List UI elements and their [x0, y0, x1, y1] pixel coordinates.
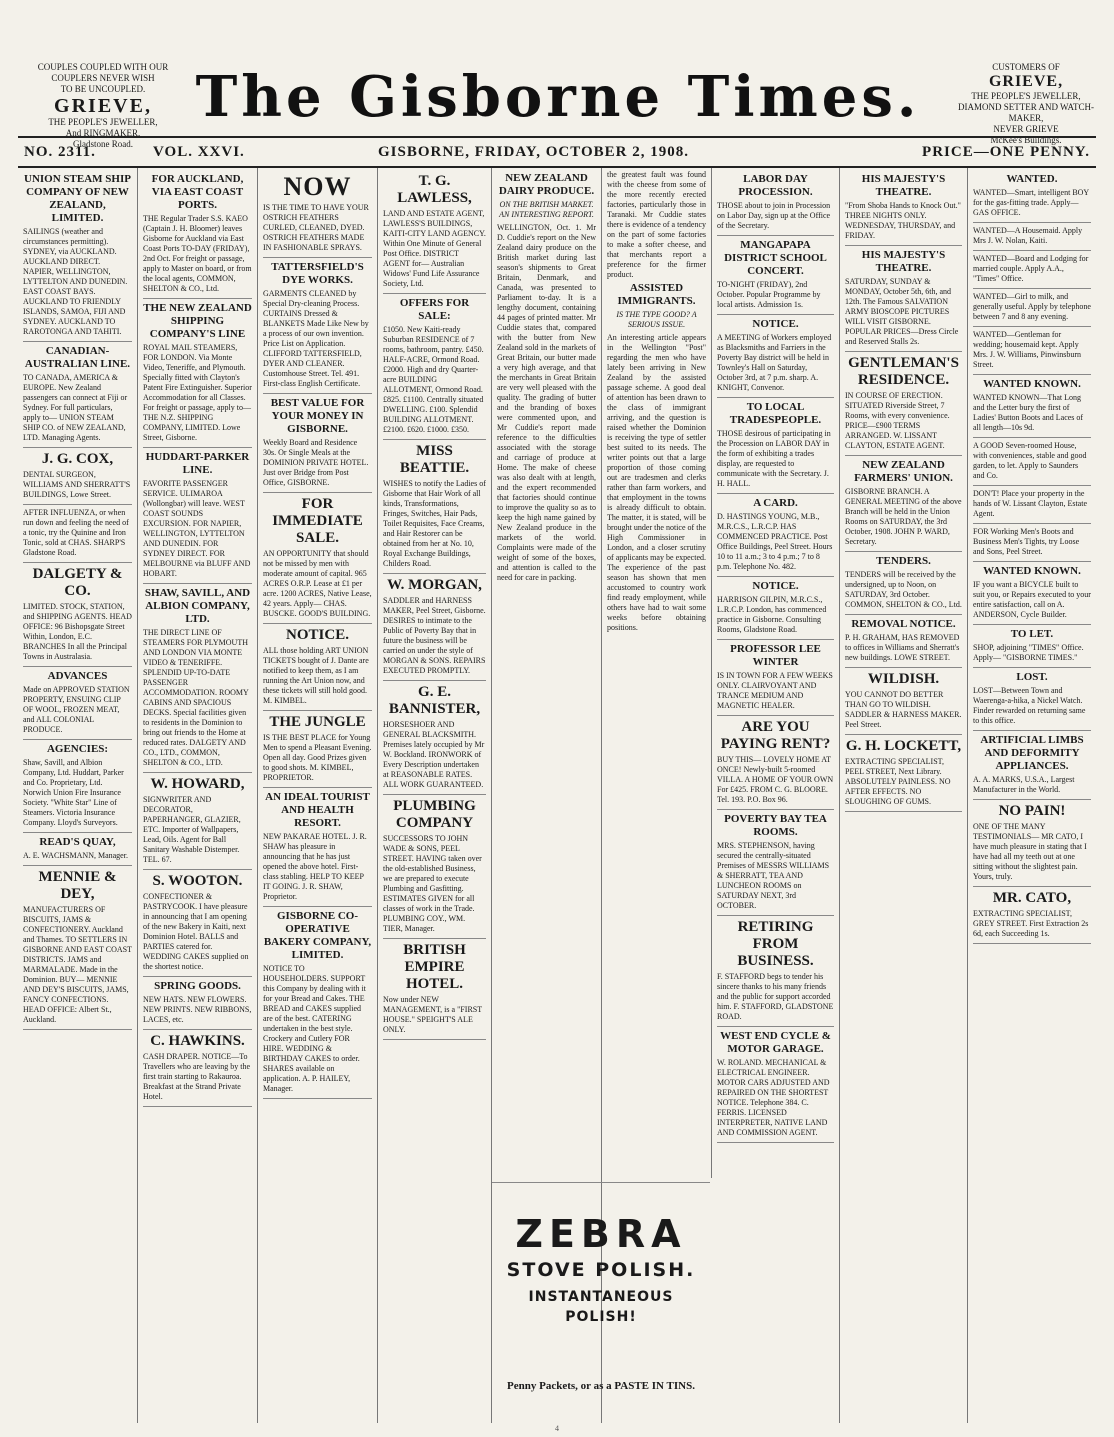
advert-title: READ'S QUAY, — [39, 836, 116, 848]
advert — [383, 681, 486, 795]
advert — [717, 1027, 834, 1143]
advert-text: IS IN TOWN FOR A FEW WEEKS ONLY. CLAIRVOYANT AND TRANCE MEDIUM AND MAGNETIC HEALER. — [717, 671, 833, 710]
advert — [263, 258, 372, 394]
advert — [23, 667, 132, 740]
advert-text: BUY THIS— LOVELY HOME AT ONCE! Newly-built 5-roomed VILLA. A HOME OF YOUR OWN For £425. FROM C. G. BLOORE. Tel. 193. P.O. Box 96. — [717, 755, 834, 804]
column-6 — [602, 168, 712, 1178]
advert — [973, 524, 1091, 562]
issue-number: NO. 2311. — [24, 144, 96, 160]
advert-text: MRS. STEPHENSON, having secured the centrally-situated Premises of MESSRS WILLIAMS & SHERRATT, TEA AND LUNCHEON ROOMS on SATURDAY NEXT, 3rd OCTOBER. — [717, 841, 830, 910]
advert-text: Now under NEW MANAGEMENT, is a "FIRST HOUSE." SPEIGHT'S ALE ONLY. — [383, 995, 482, 1034]
place-date: GISBORNE, FRIDAY, OCTOBER 2, 1908. — [378, 144, 690, 160]
right-ear-line: THE PEOPLE'S JEWELLER, — [971, 91, 1081, 101]
price: PRICE—ONE PENNY. — [922, 144, 1090, 160]
advert-text: TENDERS will be received by the undersigned, up to Noon, on SATURDAY, 3rd October. COMMON, SHELTON & CO., Ltd. — [845, 570, 962, 609]
advert — [717, 916, 834, 1027]
advert-title: MISS BEATTIE. — [399, 443, 470, 476]
advert — [23, 505, 132, 563]
advert — [23, 342, 132, 448]
advert — [845, 246, 962, 352]
advert-text: SHOP, adjoining "TIMES" Office. Apply— "GISBORNE TIMES." — [973, 643, 1084, 662]
left-ear-line: Gladstone Road. — [73, 139, 133, 149]
advert — [717, 716, 834, 810]
column-7 — [712, 168, 840, 1423]
volume-number: VOL. XXVI. — [153, 144, 245, 160]
zebra-packaging: Penny Packets, or as a PASTE IN TINS. — [507, 1380, 695, 1392]
advert-text: NEW HATS. NEW FLOWERS. NEW PRINTS. NEW RIBBONS, LACES, etc. — [143, 995, 252, 1024]
advert-title: TO LET. — [1010, 628, 1054, 640]
advert — [383, 294, 486, 440]
advert-title: BRITISH EMPIRE HOTEL. — [403, 942, 466, 992]
advert — [23, 740, 132, 833]
advert — [973, 668, 1091, 731]
advert-text: HORSESHOER AND GENERAL BLACKSMITH. Premises lately occupied by Mr W. Bockland. IRONWORK of Every Description undertaken at REASONABLE RATES. ALL WORK GUARANTEED. — [383, 720, 485, 789]
advert-title: LABOR DAY PROCESSION. — [738, 173, 813, 198]
advert-text: WANTED KNOWN—That Long and the Letter bury the first of Ladies' Button Boots and Laces of all length—10s 9d. — [973, 393, 1084, 432]
advert-title: NOTICE. — [752, 318, 799, 330]
advert — [143, 977, 252, 1030]
advert-title: OFFERS FOR SALE: — [399, 297, 470, 322]
advert-text: AFTER INFLUENZA, or when run down and feeling the need of a tonic, try the Quinine and Iron Tonic, sold at CHAS. SHARP'S Gladstone Road. — [23, 508, 129, 557]
right-ear-line: NEVER GRIEVE — [993, 124, 1059, 134]
advert — [845, 552, 962, 615]
advert-title: NOTICE. — [752, 580, 799, 592]
advert — [263, 624, 372, 711]
article-body: the greatest fault was found with the cheese from some of the more recently erected factories, particularly those in Taranaki. Mr Cuddie states there is evidence of a tendency on the part of some factories to make a softer cheese, and that merchants report a preference for the firmer product. — [607, 170, 706, 279]
advert-text: Made on APPROVED STATION PROPERTY, ENSUING CLIP OF WOOL, FROZEN MEAT, and ALL COLONIAL PRODUCE. — [23, 685, 130, 734]
advert-text: IS THE BEST PLACE for Young Men to spend a Pleasant Evening. Open all day. Good Prizes given to good shots. M. KIMBEL, PROPRIETOR. — [263, 733, 372, 782]
advert-text: IF you want a BICYCLE built to suit you, or Repairs executed to your entire satisfaction, call on A. ANDERSON, Cycle Builder. — [973, 580, 1091, 619]
advert — [263, 907, 372, 1099]
article-body: WELLINGTON, Oct. 1. Mr D. Cuddie's report on the New Zealand dairy produce on the British market during last season's shipments to Great Britain, Denmark, and Canada, was presented to Parliament to-day. It is a lengthy document, containing 44 pages of printed matter. Mr Cuddie states that, compared with the butter from New Zealand sold in the markets of Great Britain, our butter made a very high average, and that the merchants in Great Britain are very well pleased with the quality. The grading of butter and the branding of boxes were commented upon, and Mr Cuddie's report made reference to the difficulties associated with the storage and carriage of produce at Home. The make of cheese was also dealt with at length, and the expert recommended that factories should continue to improve the quality so as to keep the high name gained by New Zealand produce in the markets of the world. Complaints were made of the weight of some of the boxes, and attention is called to the need for care in packing. — [497, 223, 596, 582]
advert-text: WANTED—Board and Lodging for married couple. Apply A.A., "Times" Office. — [973, 254, 1089, 283]
right-ear-name: GRIEVE, — [988, 73, 1064, 90]
advert — [143, 870, 252, 977]
advert-text: ALL those holding ART UNION TICKETS bought of J. Dante are notified to keep them, as I am running the Art Union now, and these tickets will still hold good. M. KIMBEL. — [263, 646, 369, 705]
advert-title: NOW — [283, 172, 352, 201]
advert — [717, 640, 834, 716]
advert-text: A GOOD Seven-roomed House, with conveniences, stable and good garden, to let. Apply to Saunders and Co. — [973, 441, 1087, 480]
advert-text: ONE OF THE MANY TESTIMONIALS— MR CATO, I have much pleasure in stating that I have had all my teeth out at one sitting without the slightest pain. Yours, truly. — [973, 822, 1087, 881]
zebra-slogan: INSTANTANEOUS POLISH! — [528, 1289, 674, 1325]
advert-title: NO PAIN! — [998, 803, 1066, 819]
right-ear-line: CUSTOMERS OF — [992, 62, 1060, 72]
advert-title: ARE YOU PAYING RENT? — [720, 719, 831, 752]
advert-text: EXTRACTING SPECIALIST, GREY STREET. First Extraction 2s 6d, each Succeeding 1s. — [973, 909, 1089, 938]
advert-text: SADDLER and HARNESS MAKER, Peel Street, Gisborne. DESIRES to intimate to the Public of Poverty Bay that in future the business will be carried on under the style of MORGAN & SONS. REPAIRS EXECUTED PROMPTLY. — [383, 596, 486, 675]
advert-text: SATURDAY, SUNDAY & MONDAY, October 5th, 6th, and 12th. The Famous SALVATION ARMY BIOSCOPE PICTURES WILL VISIT GISBORNE. POPULAR PRICES—Dress Circle and Reserved Stalls 2s. — [845, 277, 959, 346]
advert-text: THE Regular Trader S.S. KAEO (Captain J. H. Bloomer) leaves Gisborne for Auckland via East Coast Ports TO-DAY (FRIDAY), 2nd Oct. For freight or passage, apply to Master on board, or from the local agents, COMMON, SHELTON & CO., Ltd. — [143, 214, 252, 293]
advert — [973, 731, 1091, 800]
advert-text: Shaw, Savill, and Albion Company, Ltd. Huddart, Parker and Co. Proprietary, Ltd. Norwich Union Fire Insurance Society. "White Star" Line of Steamers. Victoria Insurance Company. Lloyd's Surveyors. — [23, 758, 124, 827]
column-2 — [138, 168, 258, 1423]
advert-text: LOST—Between Town and Waerenga-a-hika, a Nickel Watch. Finder rewarded on returning same to this office. — [973, 686, 1086, 725]
advert — [143, 1030, 252, 1107]
advert — [973, 223, 1091, 251]
advert-text: IN COURSE OF ERECTION. SITUATED Riverside Street, 7 Rooms, with every convenience. PRICE—£900 TERMS ARRANGED. W. LISSANT CLAYTON, ESTATE AGENT. — [845, 391, 950, 450]
advert-title: GENTLEMAN'S RESIDENCE. — [848, 355, 959, 388]
advert-title: J. G. COX, — [41, 451, 114, 467]
advert-title: CANADIAN-AUSTRALIAN LINE. — [24, 345, 131, 370]
advert-text: WANTED—A Housemaid. Apply Mrs J. W. Nolan, Kaiti. — [973, 226, 1083, 245]
right-ear-line: MAKER, — [1008, 113, 1044, 123]
advert — [845, 352, 962, 456]
advert-text: D. HASTINGS YOUNG, M.B., M.R.C.S., L.R.C.P. HAS COMMENCED PRACTICE. Post Office Buildings, Peel Street. Hours 10 to 11 a.m.; 3 to 4 p.m.; 7 to 8 p.m. Telephone No. 482. — [717, 512, 833, 571]
advert — [143, 170, 252, 299]
advert — [845, 615, 962, 668]
advert-title: WANTED. — [1006, 173, 1058, 185]
right-ear-line: DIAMOND SETTER AND WATCH- — [957, 102, 1095, 112]
advert-title: MANGAPAPA DISTRICT SCHOOL CONCERT. — [724, 239, 827, 277]
advert-title: G. E. BANNISTER, — [388, 684, 481, 717]
advert-title: THE NEW ZEALAND SHIPPING COMPANY'S LINE — [143, 302, 252, 340]
advert-text: AN OPPORTUNITY that should not be missed by men with moderate amount of capital. 965 ACRES O.R.P. Lease at £1 per acre. 1200 ACRES, Native Lease, 42 years. Apply— CHAS. BUSCKE. GOOD'S BUILDING. — [263, 549, 372, 618]
advert-text: CONFECTIONER & PASTRYCOOK. I have pleasure in announcing that I am opening of the new Bakery in Kaiti, next Dominion Hotel. BALLS and PARTIES catered for. WEDDING CAKES supplied on the shortest notice. — [143, 892, 249, 971]
advert-title: SHAW, SAVILL, AND ALBION COMPANY, LTD. — [144, 587, 251, 625]
advert — [383, 440, 486, 574]
advert — [23, 866, 132, 1030]
advert-text: GARMENTS CLEANED by Special Dry-cleaning Process. CURTAINS Dressed & BLANKETS Made Like New by a process of our own invention. Price List on Application. CLIFFORD TATTERSFIELD, DYER AND CLEANER. Customhouse Street. Tel. 491. First-class English Certificate. — [263, 289, 369, 388]
advert — [973, 327, 1091, 375]
advert — [23, 170, 132, 342]
advert-title: S. WOOTON. — [152, 873, 243, 889]
advert-text: LAND AND ESTATE AGENT, LAWLESS'S BUILDINGS, KAITI-CITY LAND AGENCY. Within One Minute of General Post Office. DISTRICT AGENT for— Australian Widows' Fund Life Assurance Society, Ltd. — [383, 209, 486, 288]
advert — [143, 299, 252, 448]
advert-text: £1050. New Kaiti-ready Suburban RESIDENCE of 7 rooms, bathroom, pantry. £450. HALF-ACRE, Ormond Road. £2000. High and dry Quarter-acre BUILDING ALLOTMENT, Ormond Road. £825. £1100. Centrally situated DWELLING. £100. Splendid BUILDING ALLOTMENT. £2100. £620. £1000. £350. — [383, 325, 484, 434]
advert-title: DALGETY & CO. — [32, 566, 123, 599]
advert-title: A CARD. — [753, 497, 798, 509]
left-ear-line: TO BE UNCOUPLED. — [60, 84, 146, 94]
advert — [973, 486, 1091, 524]
advert-title: WANTED KNOWN. — [983, 378, 1081, 390]
advert — [383, 574, 486, 681]
advert-title: ARTIFICIAL LIMBS AND DEFORMITY APPLIANCES. — [980, 734, 1084, 772]
advert-title: FOR IMMEDIATE SALE. — [272, 496, 363, 546]
advert — [143, 584, 252, 773]
advert-text: THOSE about to join in Procession on Labor Day, sign up at the Office of the Secretary. — [717, 201, 831, 230]
advert-text: TO-NIGHT (FRIDAY), 2nd October. Popular Programme by local artists. Admission 1s. — [717, 280, 821, 309]
advert-text: NEW PAKARAE HOTEL. J. R. SHAW has pleasure in announcing that he has just opened the above hotel. First-class stabling. HELP TO KEEP IT GOING. J. R. SHAW, Proprietor. — [263, 832, 367, 901]
left-ear-line: THE PEOPLE'S JEWELLER, — [48, 117, 158, 127]
left-ear-name: GRIEVE, — [54, 95, 152, 117]
advert-title: WEST END CYCLE & MOTOR GARAGE. — [720, 1030, 831, 1055]
advert — [973, 887, 1091, 944]
masthead — [18, 62, 1096, 149]
advert-title: HIS MAJESTY'S THEATRE. — [861, 173, 946, 198]
advert-title: MENNIE & DEY, — [38, 869, 117, 902]
advert — [973, 251, 1091, 289]
advert-title: PROFESSOR LEE WINTER — [730, 643, 821, 668]
advert-text: CASH DRAPER. NOTICE—To Travellers who are leaving by the first train starting to Rakauroa. Breakfast at the Strand Private Hotel. — [143, 1052, 251, 1101]
article-headline: ASSISTED IMMIGRANTS. — [617, 282, 696, 307]
advert-title: W. MORGAN, — [387, 577, 482, 593]
right-ear-advert — [956, 62, 1096, 146]
advert-title: C. HAWKINS. — [150, 1033, 245, 1049]
advert-title: WILDISH. — [867, 671, 940, 687]
advert-text: DON'T! Place your property in the hands of W. Lissant Clayton, Estate Agent. — [973, 489, 1087, 518]
advert-text: YOU CANNOT DO BETTER THAN GO TO WILDISH. SADDLER & HARNESS MAKER. Peel Street. — [845, 690, 962, 729]
advert-text: WISHES to notify the Ladies of Gisborne that Hair Work of all kinds, Transformations, Fringes, Switches, Hair Pads, Toilet Requisites, Face Creams, and Hair Restorer can be obtained from her at No. 10, Royal Exchange Buildings, Childers Road. — [383, 479, 486, 568]
column-4 — [378, 168, 492, 1423]
advert — [973, 375, 1091, 438]
advert-title: TATTERSFIELD'S DYE WORKS. — [271, 261, 364, 286]
advert-text: ROYAL MAIL STEAMERS, FOR LONDON. Via Monte Video, Teneriffe, and Plymouth. Specially fitted with Clayton's Patent Fire Extinguisher. Superior Accommodation for all Classes. For freight or passage, apply to— THE N.Z. SHIPPING COMPANY, LIMITED. Lowe Street, Gisborne. — [143, 343, 252, 442]
article-headline: NEW ZEALAND DAIRY PRODUCE. — [498, 172, 595, 197]
column-9 — [968, 168, 1096, 1423]
zebra-product: STOVE POLISH. — [506, 1259, 696, 1281]
advert — [845, 456, 962, 552]
advert-text: A. E. WACHSMANN, Manager. — [23, 851, 128, 860]
advert-title: PLUMBING COMPANY — [393, 798, 476, 831]
advert-text: FOR Working Men's Boots and Business Men's Tights, try Loose and Sons, Peel Street. — [973, 527, 1080, 556]
advert — [717, 315, 834, 398]
advert — [845, 735, 962, 812]
advert — [717, 398, 834, 494]
advert-title: NEW ZEALAND FARMERS' UNION. — [854, 459, 953, 484]
advert — [973, 800, 1091, 887]
advert — [973, 170, 1091, 223]
advert-text: P. H. GRAHAM, HAS REMOVED to offices in Williams and Sherratt's new buildings. LOWE STREET. — [845, 633, 960, 662]
advert-text: LIMITED. STOCK, STATION, and SHIPPING AGENTS. HEAD OFFICE: 96 Bishopsgate Street Within, London, E.C. BRANCHES In all the Principal Towns in Australasia. — [23, 602, 132, 661]
advert-title: LOST. — [1016, 671, 1048, 683]
advert — [383, 170, 486, 294]
advert-title: POVERTY BAY TEA ROOMS. — [724, 813, 827, 838]
advert-title: T. G. LAWLESS, — [397, 173, 472, 206]
right-ear-line: McKee's Buildings. — [990, 135, 1062, 145]
advert-text: DENTAL SURGEON, WILLIAMS AND SHERRATT'S BUILDINGS, Lowe Street. — [23, 470, 131, 499]
advert-text: A. A. MARKS, U.S.A., Largest Manufacturer in the World. — [973, 775, 1075, 794]
article-body: An interesting article appears in the Wellington "Post" regarding the men who have lately been arriving in New Zealand by the assisted passage scheme. A good deal of attention has been drawn to the class of immigrant arriving, and the question is raised whether the Dominion is receiving the type of settler best suited to its needs. The writer points out that a large proportion of those coming out are tradesmen and clerks rather than farm workers, and that employment in the towns is already difficult to obtain. The matter, it is stated, will be brought under the notice of the High Commissioner in London, and a closer scrutiny of applicants may be expected. The experience of the past season has shown that men accustomed to country work find ready employment, while others have had to wait some weeks before obtaining positions. — [607, 333, 706, 632]
dateline-bar — [18, 136, 1096, 168]
zebra-brand: ZEBRA — [515, 1212, 687, 1256]
advert — [143, 773, 252, 870]
advert-title: TO LOCAL TRADESPEOPLE. — [729, 401, 822, 426]
advert — [263, 711, 372, 788]
left-ear-line: And RINGMAKER, — [65, 128, 141, 138]
advert — [845, 170, 962, 246]
advert-text: FAVORITE PASSENGER SERVICE. ULIMAROA (Wollongbar) will leave. WEST COAST SOUNDS EXCURSION. FOR NAPIER, WELLINGTON, LYTTELTON AND DUNEDIN. FOR SYDNEY DIRECT. FOR MELBOURNE via BLUFF AND HOBART. — [143, 479, 251, 578]
advert — [263, 394, 372, 493]
advert-title: TENDERS. — [876, 555, 931, 567]
advert-title: GISBORNE CO-OPERATIVE BAKERY COMPANY, LIMITED. — [263, 910, 372, 961]
advert — [717, 236, 834, 315]
advert-text: "From Shoba Hands to Knock Out." THREE NIGHTS ONLY. WEDNESDAY, THURSDAY, and FRIDAY. — [845, 201, 961, 240]
advert — [845, 668, 962, 735]
advert-title: AGENCIES: — [46, 743, 109, 755]
advert — [23, 833, 132, 866]
advert-text: WANTED—Smart, intelligent BOY for the gas-fitting trade. Apply— GAS OFFICE. — [973, 188, 1089, 217]
advert-title: BEST VALUE FOR YOUR MONEY IN GISBORNE. — [270, 397, 365, 435]
advert — [717, 810, 834, 916]
left-ear-line: COUPLES COUPLED WITH OUR — [37, 62, 169, 72]
column-3 — [258, 168, 378, 1423]
advert — [973, 625, 1091, 668]
zebra-stove-polish-advert — [492, 1182, 710, 1423]
advert-title: WANTED KNOWN. — [983, 565, 1081, 577]
advert-title: REMOVAL NOTICE. — [851, 618, 956, 630]
advert-title: SPRING GOODS. — [154, 980, 241, 992]
advert — [383, 795, 486, 939]
advert-text: TO CANADA, AMERICA & EUROPE. New Zealand passengers can connect at Fiji or Sydney. For full particulars, apply to— UNION STEAM SHIP CO. of NEW ZEALAND, LTD. Managing Agents. — [23, 373, 128, 442]
advert-text: THE DIRECT LINE OF STEAMERS FOR PLYMOUTH AND LONDON VIA MONTE VIDEO & TENERIFFE. SPLENDID UP-TO-DATE PASSENGER ACCOMMODATION. ROOMY CABINS AND SPACIOUS DECKS. Special facilities given to residents in the Dominion to bring out friends to the Home at reduced rates. DALGETY AND CO., LTD., COMMON, SHELTON & CO., LTD. — [143, 628, 249, 767]
advert-title: HUDDART-PARKER LINE. — [145, 451, 250, 476]
article-subhead: ON THE BRITISH MARKET. AN INTERESTING REPORT. — [499, 200, 594, 219]
advert — [717, 577, 834, 640]
advert-title: RETIRING FROM BUSINESS. — [737, 919, 814, 969]
column-1 — [18, 168, 138, 1423]
advert-text: F. STAFFORD begs to tender his sincere thanks to his many friends and the public for support accorded him. F. STAFFORD, GLADSTONE ROAD. — [717, 972, 834, 1021]
advert-title: FOR AUCKLAND, VIA EAST COAST PORTS. — [151, 173, 244, 211]
column-8 — [840, 168, 968, 1423]
advert — [383, 939, 486, 1040]
newspaper-title: The Gisborne Times. — [195, 64, 921, 130]
advert — [263, 170, 372, 258]
advert-text: IS THE TIME TO HAVE YOUR OSTRICH FEATHERS CURLED, CLEANED, DYED. OSTRICH FEATHERS MADE IN FASHIONABLE SPRAYS. — [263, 203, 369, 252]
advert-title: ADVANCES — [47, 670, 108, 682]
advert-text: SIGNWRITER AND DECORATOR, PAPERHANGER, GLAZIER, ETC. Importer of Wallpapers, Lead, Oils. Agent for Ball Sanitary Washable Distemper. TEL. 67. — [143, 795, 241, 864]
advert-text: MANUFACTURERS OF BISCUITS, JAMS & CONFECTIONERY. Auckland and Thames. TO SETTLERS IN GISBORNE AND EAST COAST DISTRICTS. JAMS and MARMALADE. Made in the Dominion. BUY— MENNIE AND DEY'S BISCUITS, JAMS, FANCY CONFECTIONS. HEAD OFFICE: Albert St., Auckland. — [23, 905, 132, 1024]
advert-title: HIS MAJESTY'S THEATRE. — [861, 249, 946, 274]
advert — [717, 494, 834, 577]
advert-text: W. ROLAND. MECHANICAL & ELECTRICAL ENGINEER. MOTOR CARS ADJUSTED AND REPAIRED ON THE SHORTEST NOTICE. Telephone 384. C. FERRIS. LICENSED INTERPRETER, NATIVE LAND AND COMMISSION AGENT. — [717, 1058, 830, 1137]
advert — [263, 493, 372, 624]
advert — [143, 448, 252, 584]
advert-text: GISBORNE BRANCH. A GENERAL MEETING of the above Branch will be held in the Union Rooms on SATURDAY, the 3rd October, 1908. JOHN P. WARD, Secretary. — [845, 487, 962, 546]
advert-text: SAILINGS (weather and circumstances permitting). SYDNEY, via AUCKLAND. AUCKLAND DIRECT. NAPIER, WELLINGTON, LYTTELTON AND DUNEDIN. EAST COAST BAYS. AUCKLAND TO FRIENDLY ISLANDS, SAMOA, FIJI AND SYDNEY. AUCKLAND TO RAROTONGA AND TAHITI. — [23, 227, 128, 336]
advert-text: A MEETING of Workers employed as Blacksmiths and Farriers in the Poverty Bay district will be held in Townley's Hall on Saturday, October 3rd, at 7 p.m. sharp. A. KNIGHT, Convenor. — [717, 333, 832, 392]
advert-title: MR. CATO, — [992, 890, 1072, 906]
advert-title: UNION STEAM SHIP COMPANY OF NEW ZEALAND, LIMITED. — [24, 173, 131, 224]
advert — [973, 289, 1091, 327]
advert — [973, 438, 1091, 486]
advert-title: NOTICE. — [286, 627, 349, 643]
advert-title: G. H. LOCKETT, — [845, 738, 962, 754]
advert-text: Weekly Board and Residence 30s. Or Single Meals at the DOMINION PRIVATE HOTEL. Just over Bridge from Post Office, GISBORNE. — [263, 438, 369, 487]
advert-title: W. HOWARD, — [150, 776, 245, 792]
advert-text: EXTRACTING SPECIALIST, PEEL STREET, Next Library. ABSOLUTELY PAINLESS. NO AFTER EFFECTS. NO SLOUGHING OF GUMS. — [845, 757, 951, 806]
left-ear-line: COUPLERS NEVER WISH — [51, 73, 155, 83]
advert — [23, 563, 132, 667]
page-number: 4 — [555, 1424, 559, 1433]
advert-text: SUCCESSORS TO JOHN WADE & SONS, PEEL STREET. HAVING taken over the old-established Business, we are prepared to execute Plumbing and Gasfitting. ESTIMATES GIVEN for all classes of work in the Trade. PLUMBING COY., WM. TIER, Manager. — [383, 834, 482, 933]
article-subhead: IS THE TYPE GOOD? A SERIOUS ISSUE. — [616, 310, 697, 329]
advert — [973, 562, 1091, 625]
advert-text: WANTED—Gentleman for wedding; housemaid kept. Apply Mrs. J. W. Williams, Pinwinsburn Street. — [973, 330, 1081, 369]
advert-text: THOSE desirous of participating in the Procession on LABOR DAY in the form of exhibiting a trades display, are requested to communicate with the Secretary. J. H. HALL. — [717, 429, 831, 488]
advert — [717, 170, 834, 236]
advert — [23, 448, 132, 505]
advert-title: THE JUNGLE — [269, 714, 366, 730]
advert — [263, 788, 372, 907]
advert-text: WANTED—Girl to milk, and generally useful. Apply by telephone between 7 and 8 any evening. — [973, 292, 1091, 321]
advert-title: AN IDEAL TOURIST AND HEALTH RESORT. — [265, 791, 370, 829]
advert-text: NOTICE TO HOUSEHOLDERS. SUPPORT this Company by dealing with it for your Bread and Cakes. THE BREAD and CAKES supplied are of the best. CATERING undertaken in the best style. Crockery and Cutlery FOR HIRE. WEDDING & BIRTHDAY CAKES to order. SHARES available on application. A. P. HAILEY, Manager. — [263, 964, 366, 1093]
advert-text: HARRISON GILPIN, M.R.C.S., L.R.C.P. London, has commenced practice in Gisborne. Consulting Rooms, Gladstone Road. — [717, 595, 827, 634]
